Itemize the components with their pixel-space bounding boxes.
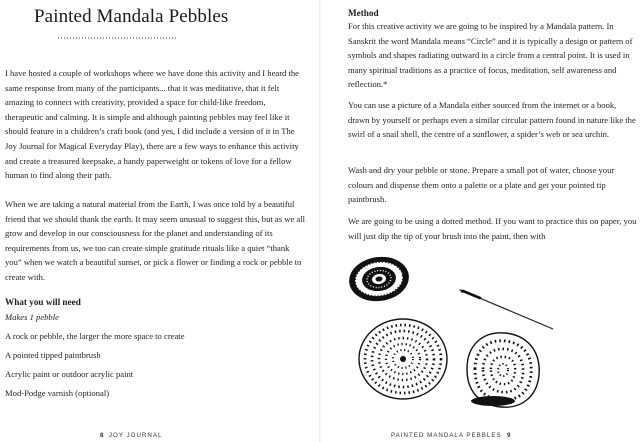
pebble-dotted-dome-icon xyxy=(467,333,539,407)
page-title: Painted Mandala Pebbles xyxy=(34,6,229,27)
method-heading: Method xyxy=(348,8,379,18)
left-footer xyxy=(100,432,162,439)
title-dotted-rule xyxy=(57,37,177,39)
material-item: A pointed tipped paintbrush xyxy=(5,350,101,360)
pebble-dotted-mandala-icon xyxy=(359,319,447,399)
left-page xyxy=(0,0,319,442)
method-paragraph: For this creative activity we are going to be inspired by a Mandala pattern. In Sanskrit the word Mandala means “Circle” and it is typically a design or pattern of symbols and shapes radiating outward in a circle from a central point. It is used in many spiritual traditions as a practice of focus, meditation, self awareness and reflection.* xyxy=(348,21,633,90)
running-head: JOY JOURNAL xyxy=(108,432,163,439)
pebble-rings-icon xyxy=(346,253,412,305)
method-paragraph: Wash and dry your pebble or stone. Prepare a small pot of water, choose your colours and dispense them onto a palette or a plate and get your pointed tip paintbrush. xyxy=(348,165,615,205)
method-paragraph: You can use a picture of a Mandala either sourced from the internet or a book, drawn by yourself or perhaps even a similar circular pattern found in nature like the swirl of a snail shell, the centre of a sunflower, a spider’s web or sea urchin. xyxy=(348,100,636,140)
intro-paragraph: I have hosted a couple of workshops where we have done this activity and I heard the same response from many of the participants... that it was meditative, that it felt amazing to connect with creativity, provided a space for child-like freedom, therapeutic and calming. It is simple and although painting pebbles may feel like it should feature in a children’s craft book (and yes, I did include a version of it in The Joy Journal for Magical Everyday Play), there are a few ways to enhance this activity and create a treasured keepsake, a handy paperweight or tokens of love for a fellow human to find along their path. xyxy=(5,68,300,181)
material-item: Mod-Podge varnish (optional) xyxy=(5,388,110,398)
painted-pebbles-and-brush-illustration xyxy=(335,251,557,417)
material-item: Acrylic paint or outdoor acrylic paint xyxy=(5,369,134,379)
method-paragraph: We are going to be using a dotted method. If you want to practice this on paper, you will just dip the tip of your brush into the paint, then with xyxy=(348,216,637,241)
material-item: A rock or pebble, the larger the more space to create xyxy=(5,331,185,341)
makes-note: Makes 1 pebble xyxy=(5,312,59,322)
right-footer xyxy=(391,432,510,439)
running-head: PAINTED MANDALA PEBBLES xyxy=(391,432,502,439)
right-page xyxy=(321,0,640,442)
gratitude-paragraph: When we are taking a natural material from the Earth, I was once told by a beautiful friend that we should thank the earth. It may seem unusual to suggest this, but as we all grow and develop in our consciousness for the planet and understanding of its requirements from us, we too can create simple gratitude rituals like a quiet “thank you” when we watch a beautiful sunset, or pick a flower or finding a rock or pebble to create with. xyxy=(5,199,306,282)
page-number: 9 xyxy=(507,432,511,439)
page-number: 8 xyxy=(100,432,104,439)
paintbrush-icon xyxy=(459,289,553,329)
needs-heading: What you will need xyxy=(5,297,81,307)
